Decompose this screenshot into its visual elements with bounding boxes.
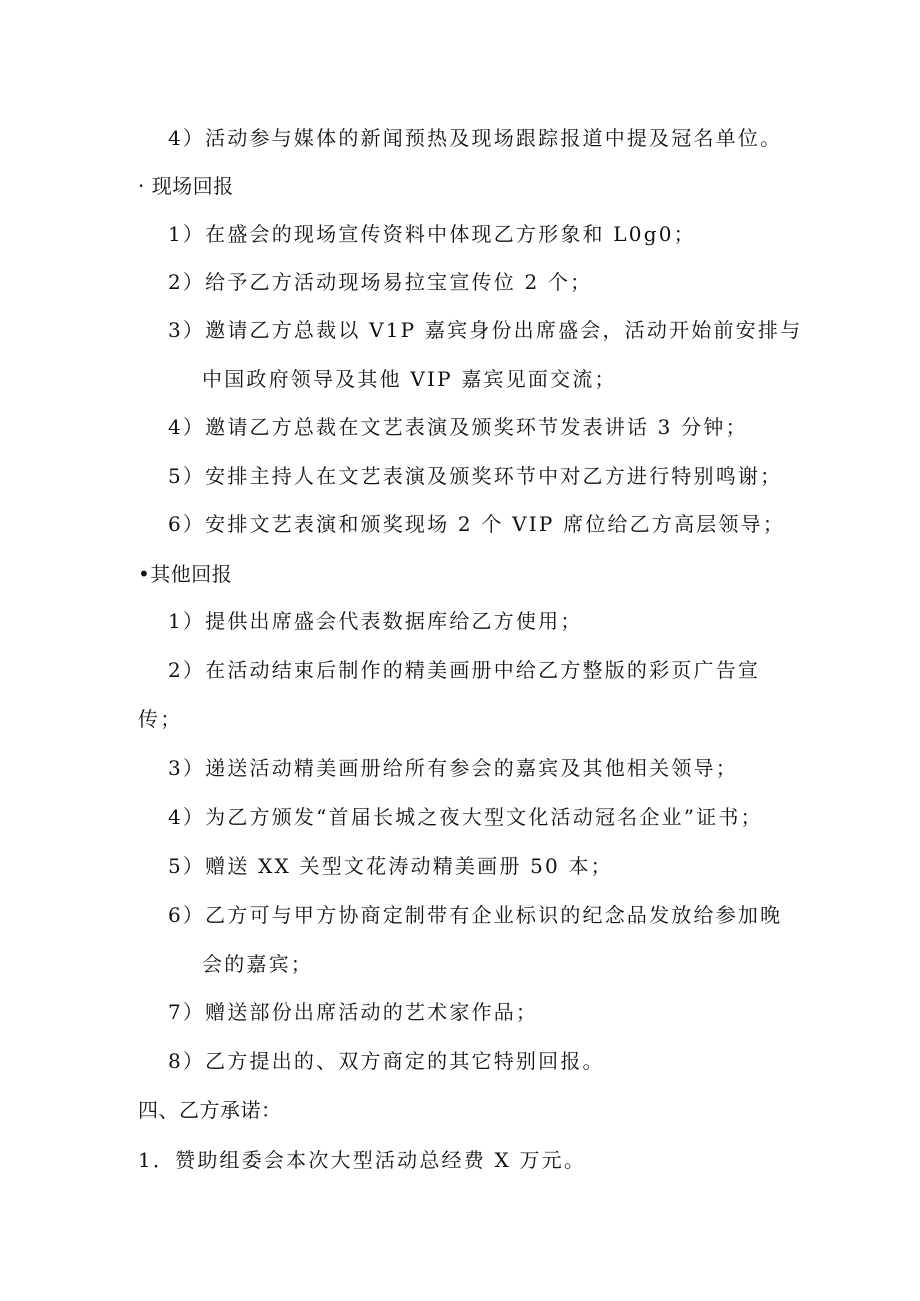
other-item-8: 8）乙方提出的、双方商定的其它特别回报。 xyxy=(168,1049,605,1073)
onsite-item-5: 5）安排主持人在文艺表演及颁奖环节中对乙方进行特别鸣谢； xyxy=(168,464,783,488)
other-item-3: 3）递送活动精美画册给所有参会的嘉宾及其他相关领导； xyxy=(168,756,738,780)
other-item-6: 6）乙方可与甲方协商定制带有企业标识的纪念品发放给参加晚 xyxy=(168,903,783,927)
onsite-item-3-continued: 中国政府领导及其他 VIP 嘉宾见面交流； xyxy=(202,367,617,391)
onsite-item-3: 3）邀请乙方总裁以 V1P 嘉宾身份出席盛会，活动开始前安排与 xyxy=(168,318,803,342)
onsite-item-1: 1）在盛会的现场宣传资料中体现乙方形象和 L0g0； xyxy=(168,222,696,246)
onsite-item-4: 4）邀请乙方总裁在文艺表演及颁奖环节发表讲话 3 分钟； xyxy=(168,415,748,439)
onsite-item-6: 6）安排文艺表演和颁奖现场 2 个 VIP 席位给乙方高层领导； xyxy=(168,512,786,536)
other-return-heading: •其他回报 xyxy=(138,562,233,586)
other-item-6-continued: 会的嘉宾； xyxy=(202,952,313,976)
other-item-2-continued: 传； xyxy=(138,707,183,731)
onsite-return-heading: · 现场回报 xyxy=(138,174,234,198)
other-item-5: 5）赠送 XX 关型文花涛动精美画册 50 本； xyxy=(168,854,613,878)
commitment-heading: 四、乙方承诺： xyxy=(138,1098,282,1122)
other-item-4: 4）为乙方颁发“首届长城之夜大型文化活动冠名企业”证书； xyxy=(168,805,763,829)
other-item-1: 1）提供出席盛会代表数据库给乙方使用； xyxy=(168,609,583,633)
other-item-2: 2）在活动结束后制作的精美画册中给乙方整版的彩页广告宣 xyxy=(168,658,761,682)
other-item-7: 7）赠送部份出席活动的艺术家作品； xyxy=(168,1000,539,1024)
commitment-item-1: 1．赞助组委会本次大型活动总经费 X 万元。 xyxy=(138,1148,587,1172)
media-mention-item: 4）活动参与媒体的新闻预热及现场跟踪报道中提及冠名单位。 xyxy=(168,126,783,150)
onsite-item-2: 2）给予乙方活动现场易拉宝宣传位 2 个； xyxy=(168,270,593,294)
